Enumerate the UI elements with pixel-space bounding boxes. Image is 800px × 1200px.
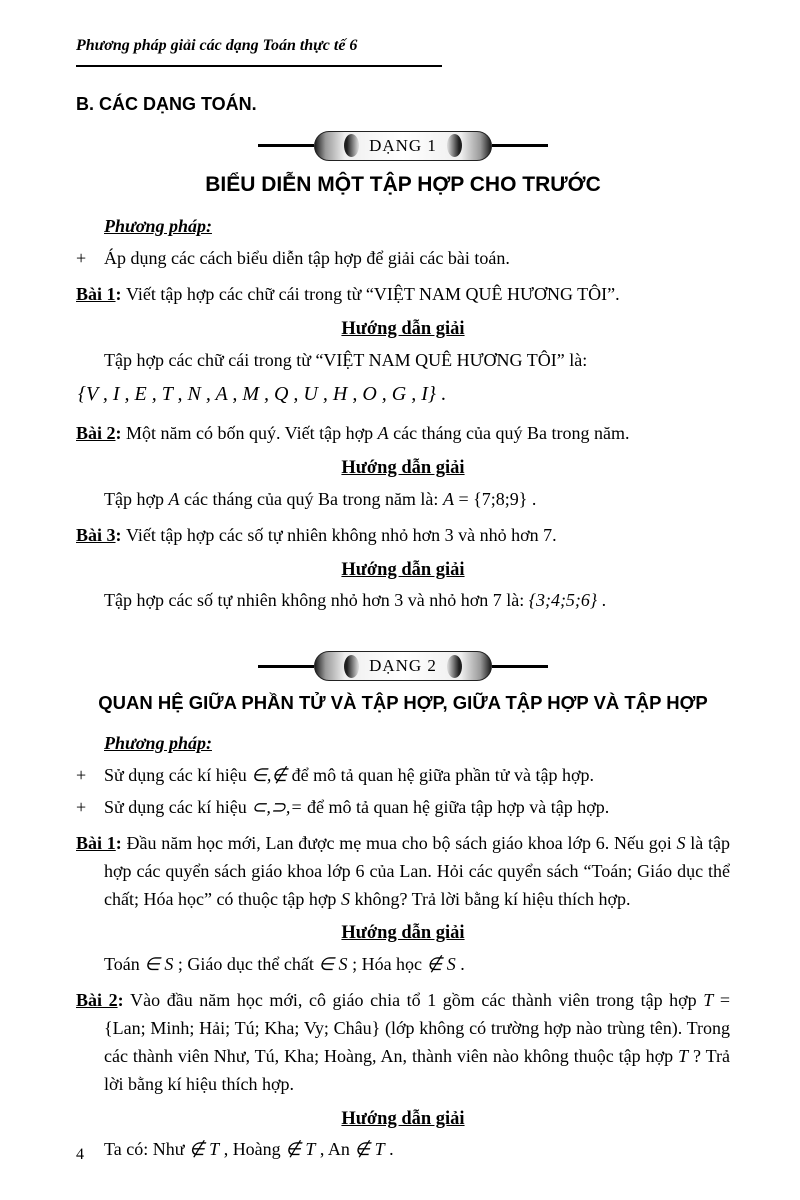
dang1-bai2-solution-text: Tập hợp A các tháng của quý Ba trong năm là: A = {7;8;9} . <box>104 489 537 510</box>
method-text: Sử dụng các kí hiệu ⊂,⊃,= để mô tả quan hệ giữa tập hợp và tập hợp. <box>104 796 610 817</box>
method-text: Sử dụng các kí hiệu ∈,∉ để mô tả quan hệ giữa phần tử và tập hợp. <box>104 764 595 785</box>
banner-line-right <box>492 144 548 147</box>
dang1-method-item <box>76 245 730 273</box>
ribbon-cap-left-icon <box>344 655 359 678</box>
dang2-banner <box>76 651 730 681</box>
dang1-bai2-solution-heading: Hướng dẫn giải <box>341 458 465 479</box>
dang1-title: BIỂU DIỄN MỘT TẬP HỢP CHO TRƯỚC <box>205 172 601 196</box>
dang2-bai1-statement: Bài 1: Đầu năm học mới, Lan được mẹ mua cho bộ sách giáo khoa lớp 6. Nếu gọi S là tập hợp các quyển sách giáo khoa lớp 6 của Lan. Hỏi các quyển sách “Toán; Giáo dục thể chất; Hóa học” có thuộc tập hợp S không? Trả lời bằng kí hiệu thích hợp. <box>76 832 730 909</box>
dang1-bai1-solution-text: Tập hợp các chữ cái trong từ “VIỆT NAM QUÊ HƯƠNG TÔI” là: <box>104 349 588 370</box>
dang2-method-label: Phương pháp: <box>104 733 212 754</box>
dang2-bai2-solution-heading: Hướng dẫn giải <box>341 1108 465 1129</box>
dang1-bai3-solution-heading: Hướng dẫn giải <box>341 559 465 580</box>
dang1-method-label: Phương pháp: <box>104 216 212 237</box>
section-b-title: B. CÁC DẠNG TOÁN. <box>76 93 257 114</box>
plus-bullet: + <box>76 248 87 269</box>
banner-ribbon <box>314 651 492 681</box>
dang1-bai1-solution-heading: Hướng dẫn giải <box>341 318 465 339</box>
dang2-method-item <box>76 762 730 790</box>
ribbon-cap-left-icon <box>344 134 359 157</box>
dang2-method-item <box>76 794 730 822</box>
dang2-title: QUAN HỆ GIỮA PHẦN TỬ VÀ TẬP HỢP, GIỮA TẬP HỢP VÀ TẬP HỢP <box>98 692 708 714</box>
banner-ribbon <box>314 131 492 161</box>
book-title: Phương pháp giải các dạng Toán thực tế 6 <box>76 37 358 54</box>
dang2-bai2-solution-text: Ta có: Như ∉ T , Hoàng ∉ T , An ∉ T . <box>104 1139 394 1160</box>
dang1-bai3-solution-text: Tập hợp các số tự nhiên không nhỏ hơn 3 và nhỏ hơn 7 là: {3;4;5;6} . <box>104 590 607 611</box>
method-text: Áp dụng các cách biểu diễn tập hợp để giải các bài toán. <box>104 248 510 269</box>
dang1-bai1-set-expression: {V , I , E , T , N , A , M , Q , U , H , O , G , I} . <box>78 383 446 406</box>
running-header <box>76 34 442 67</box>
plus-bullet: + <box>76 764 87 785</box>
dang1-banner-label: DẠNG 1 <box>369 135 437 155</box>
banner-line-left <box>258 665 314 668</box>
dang2-bai2-statement: Bài 2: Vào đầu năm học mới, cô giáo chia tổ 1 gồm các thành viên trong tập hợp T = {Lan; Minh; Hải; Tú; Kha; Vy; Châu} (lớp không có trường hợp nào trùng tên). Trong các thành viên Như, Tú, Kha; Hoàng, An, thành viên nào không thuộc tập hợp T ? Trả lời bằng kí hiệu thích hợp. <box>76 989 731 1094</box>
dang1-banner <box>76 131 730 161</box>
banner-line-left <box>258 144 314 147</box>
dang2-bai1-solution-text: Toán ∈ S ; Giáo dục thể chất ∈ S ; Hóa học ∉ S . <box>104 954 465 975</box>
ribbon-cap-right-icon <box>447 655 462 678</box>
dang1-bai1-statement: Bài 1: Viết tập hợp các chữ cái trong từ “VIỆT NAM QUÊ HƯƠNG TÔI”. <box>76 284 620 305</box>
dang2-bai1-solution-heading: Hướng dẫn giải <box>341 923 465 944</box>
plus-bullet: + <box>76 796 87 817</box>
dang1-bai2-statement: Bài 2: Một năm có bốn quý. Viết tập hợp A các tháng của quý Ba trong năm. <box>76 423 630 444</box>
dang2-banner-label: DẠNG 2 <box>369 656 437 676</box>
ribbon-cap-right-icon <box>447 134 462 157</box>
banner-line-right <box>492 665 548 668</box>
dang1-bai3-statement: Bài 3: Viết tập hợp các số tự nhiên không nhỏ hơn 3 và nhỏ hơn 7. <box>76 524 557 545</box>
page-number: 4 <box>76 1146 84 1164</box>
